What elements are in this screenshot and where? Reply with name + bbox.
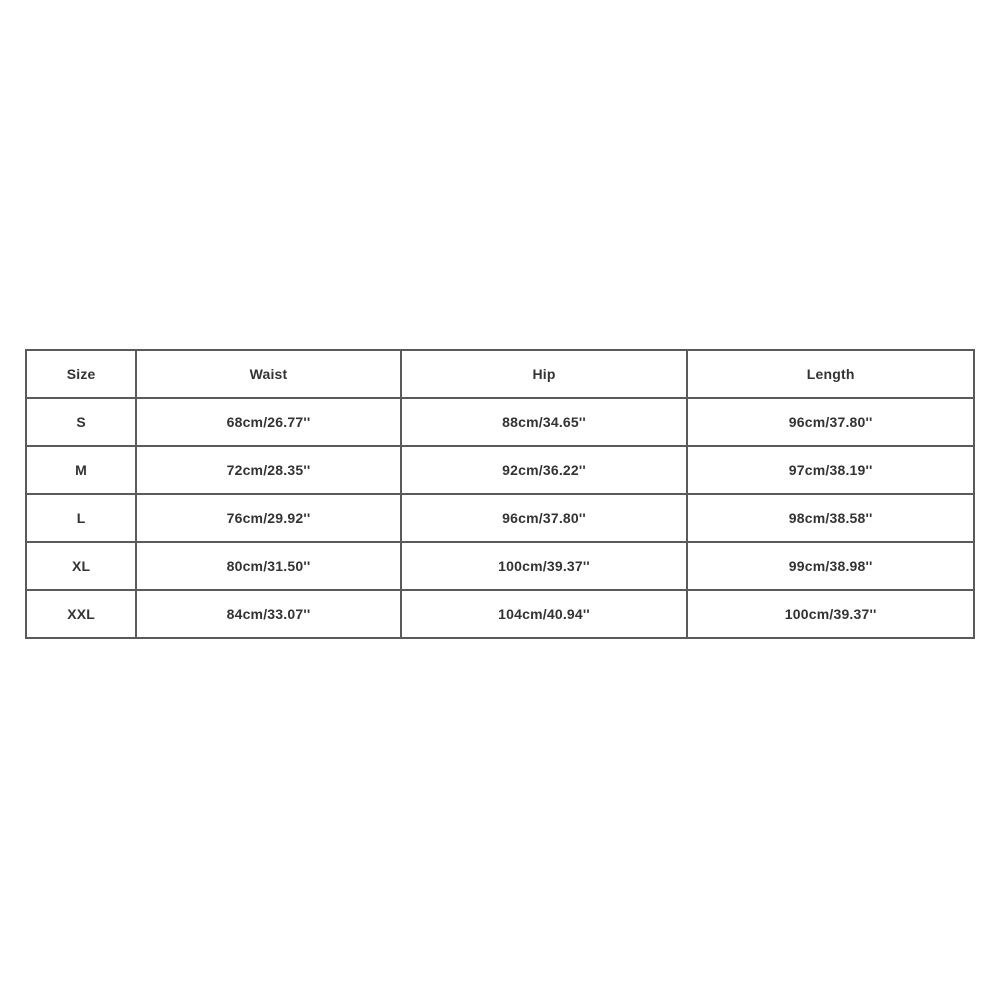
cell-waist: 76cm/29.92'' [136, 494, 401, 542]
header-length: Length [687, 350, 974, 398]
table-row [26, 446, 974, 494]
table-row [26, 542, 974, 590]
cell-size: M [26, 446, 136, 494]
cell-waist: 80cm/31.50'' [136, 542, 401, 590]
cell-hip: 96cm/37.80'' [401, 494, 688, 542]
cell-hip: 100cm/39.37'' [401, 542, 688, 590]
cell-length: 100cm/39.37'' [687, 590, 974, 638]
header-hip: Hip [401, 350, 688, 398]
header-size: Size [26, 350, 136, 398]
table-row [26, 590, 974, 638]
cell-length: 99cm/38.98'' [687, 542, 974, 590]
cell-size: XL [26, 542, 136, 590]
cell-waist: 72cm/28.35'' [136, 446, 401, 494]
header-waist: Waist [136, 350, 401, 398]
size-chart-table [25, 349, 975, 639]
cell-length: 96cm/37.80'' [687, 398, 974, 446]
cell-waist: 84cm/33.07'' [136, 590, 401, 638]
cell-size: XXL [26, 590, 136, 638]
cell-length: 97cm/38.19'' [687, 446, 974, 494]
cell-size: S [26, 398, 136, 446]
cell-waist: 68cm/26.77'' [136, 398, 401, 446]
cell-length: 98cm/38.58'' [687, 494, 974, 542]
cell-hip: 88cm/34.65'' [401, 398, 688, 446]
cell-hip: 104cm/40.94'' [401, 590, 688, 638]
table-row [26, 494, 974, 542]
table-row [26, 398, 974, 446]
cell-size: L [26, 494, 136, 542]
table-header-row [26, 350, 974, 398]
cell-hip: 92cm/36.22'' [401, 446, 688, 494]
